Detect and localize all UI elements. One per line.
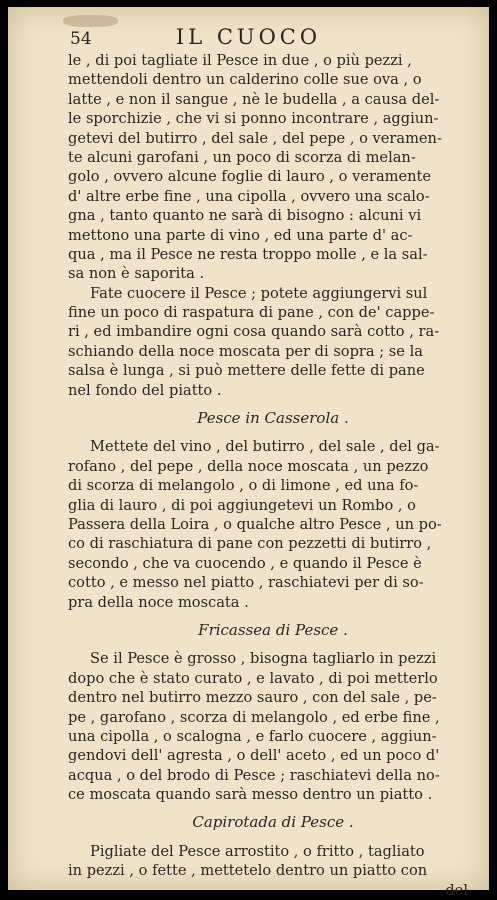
- text-line: in pezzi , o fette , mettetelo dentro un piatto con: [68, 862, 428, 880]
- running-title: IL CUOCO: [175, 25, 322, 49]
- text-line: una cipolla , o scalogna , e farlo cuocere , aggiun-: [68, 727, 437, 745]
- text-line: d' altre erbe fine , una cipolla , ovvero una scalo-: [68, 187, 430, 205]
- text-line: dopo che è stato curato , e lavato , di poi metterlo: [68, 669, 438, 687]
- text-line: mettendoli dentro un calderino colle sue ova , o: [68, 71, 422, 89]
- paragraph-capirotada-di-pesce: [68, 842, 478, 881]
- text-line: Pigliate del Pesce arrostito , o fritto , tagliato: [90, 842, 425, 860]
- text-line: gna , tanto quanto ne sarà di bisogno : alcuni vi: [68, 207, 422, 225]
- text-line: co di raschiatura di pane con pezzetti di butirro ,: [68, 535, 432, 553]
- text-line: di scorza di melangolo , o di limone , ed una fo-: [68, 477, 419, 495]
- text-line: ri , ed imbandire ogni cosa quando sarà cotto , ra-: [68, 323, 440, 341]
- paragraph-fricassea-di-pesce: [68, 649, 478, 804]
- text-line: cotto , e messo nel piatto , raschiatevi per di so-: [68, 574, 424, 592]
- text-line: dentro nel butirro mezzo sauro , con del sale , pe-: [68, 689, 437, 707]
- text-line: acqua , o del brodo di Pesce ; raschiatevi della no-: [68, 766, 440, 784]
- text-line: golo , ovvero alcune foglie di lauro , o veramente: [68, 168, 432, 186]
- text-line: Passera della Loira , o qualche altro Pesce , un po-: [68, 515, 442, 533]
- text-line: latte , e non il sangue , nè le budella , a causa del-: [68, 90, 440, 108]
- book-page: [8, 7, 489, 899]
- paragraph-pesce-in-casserola: [68, 437, 478, 612]
- text-line: pra della noce moscata .: [68, 593, 249, 611]
- text-line: gendovi dell' agresta , o dell' aceto , ed un poco d': [68, 747, 440, 765]
- text-line: sa non è saporita .: [68, 265, 205, 283]
- text-line: pe , garofano , scorza di melangolo , ed erbe fine ,: [68, 708, 440, 726]
- text-line: Fate cuocere il Pesce ; potete aggiungervi sul: [90, 284, 428, 302]
- text-line: schiando della noce moscata per di sopra ; se la: [68, 342, 423, 360]
- text-line: glia di lauro , di poi aggiungetevi un Rombo , o: [68, 496, 416, 514]
- heading-capirotada-di-pesce: Capirotada di Pesce .: [192, 813, 354, 832]
- text-line: le sporchizie , che vi si ponno incontrare , aggiun-: [68, 110, 439, 128]
- catchword: del: [445, 881, 468, 899]
- text-line: getevi del butirro , del sale , del pepe , o veramen-: [68, 129, 442, 147]
- paragraph-continuation: [68, 51, 478, 284]
- text-line: rofano , del pepe , della noce moscata , un pezzo: [68, 457, 429, 475]
- paragraph-fate-cuocere: [68, 284, 478, 400]
- text-line: fine un poco di raspatura di pane , con de' cappe-: [68, 304, 435, 322]
- text-line: Se il Pesce è grosso , bisogna tagliarlo in pezzi: [90, 650, 437, 668]
- text-line: ce moscata quando sarà messo dentro un piatto .: [68, 786, 433, 804]
- text-line: te alcuni garofani , un poco di scorza di melan-: [68, 148, 416, 166]
- text-line: qua , ma il Pesce ne resta troppo molle , e la sal-: [68, 245, 428, 263]
- text-line: secondo , che va cuocendo , e quando il Pesce è: [68, 554, 422, 572]
- text-line: nel fondo del piatto .: [68, 381, 222, 399]
- text-line: Mettete del vino , del butirro , del sale , del ga-: [90, 438, 440, 456]
- text-line: salsa è lunga , si può mettere delle fette di pane: [68, 362, 425, 380]
- page-body: [68, 51, 478, 900]
- page-number: 54: [70, 29, 92, 49]
- heading-fricassea-di-pesce: Fricassea di Pesce .: [198, 620, 348, 639]
- page-header: [8, 23, 489, 49]
- heading-pesce-in-casserola: Pesce in Casserola .: [197, 409, 349, 428]
- text-line: le , di poi tagliate il Pesce in due , o più pezzi ,: [68, 52, 412, 69]
- text-line: mettono una parte di vino , ed una parte d' ac-: [68, 226, 413, 244]
